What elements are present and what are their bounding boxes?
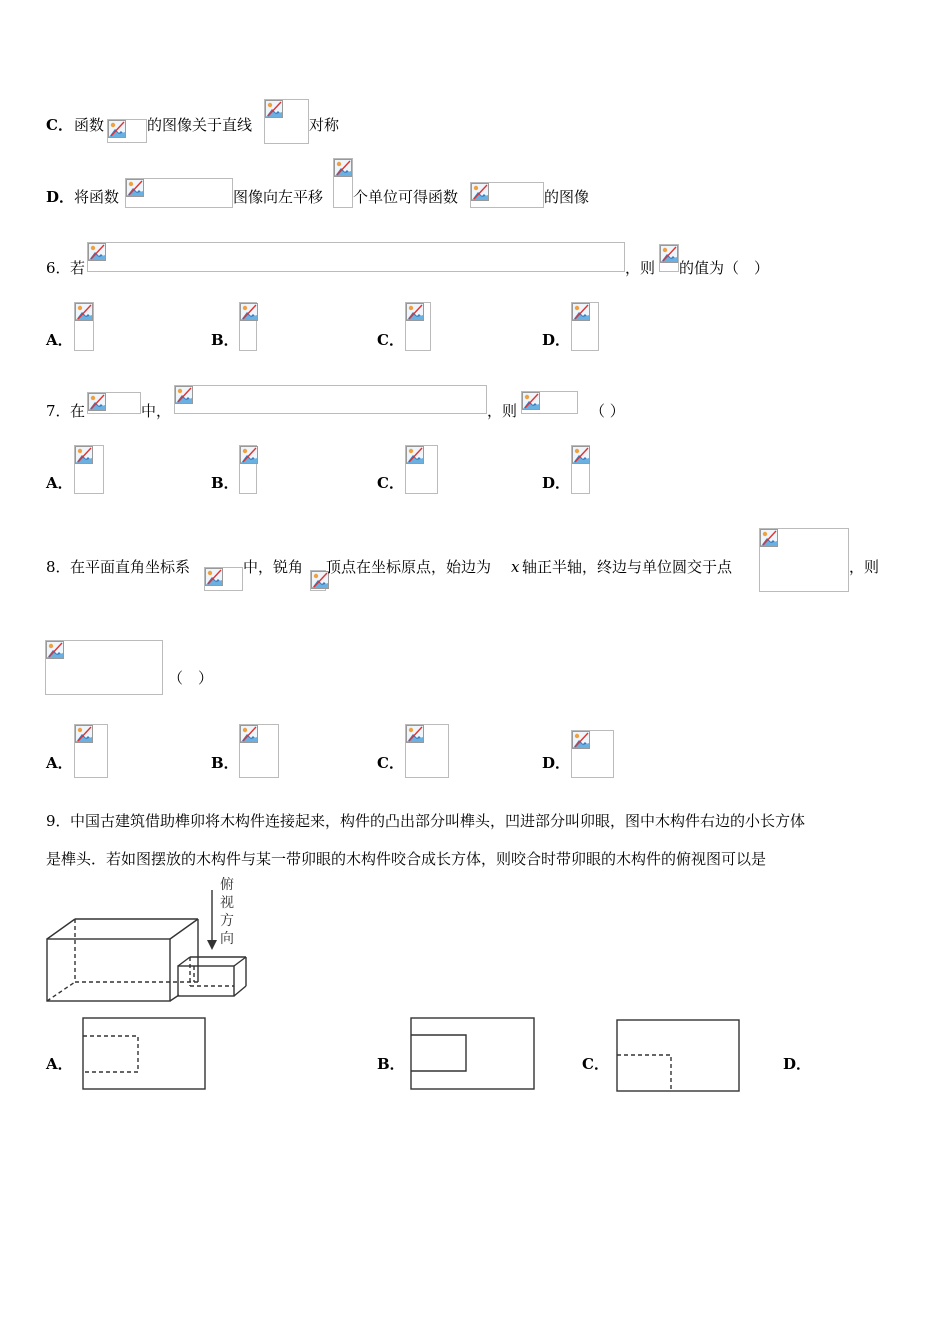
- broken-image-icon: [88, 243, 106, 261]
- question-number: 7．: [46, 402, 71, 420]
- q5c-text-2: 的图像关于直线: [147, 116, 253, 134]
- formula-image: [107, 119, 147, 143]
- question-number: 6．: [46, 259, 71, 277]
- formula-image: [87, 392, 141, 414]
- broken-image-icon: [334, 159, 352, 177]
- option-a-label: A．: [46, 754, 73, 772]
- option-d-label: D．: [542, 331, 571, 349]
- option-c-label: C．: [377, 331, 404, 349]
- option-a-label: A．: [46, 1055, 73, 1073]
- q8-text-5: ，则: [849, 558, 880, 576]
- formula-image: [659, 244, 679, 272]
- view-direction-char: 视: [220, 895, 234, 911]
- option-c-label: C．: [377, 474, 404, 492]
- option-b-label: B．: [211, 331, 239, 349]
- broken-image-icon: [240, 303, 258, 321]
- option-c-label: C．: [377, 754, 404, 772]
- formula-image: [470, 182, 544, 208]
- broken-image-icon: [240, 725, 258, 743]
- q8-text-1: 在平面直角坐标系: [70, 558, 191, 576]
- question-number: 8．: [46, 558, 71, 576]
- q8-text-4: 轴正半轴，终边与单位圆交于点: [522, 558, 733, 576]
- formula-image: [45, 640, 163, 695]
- top-view-b: [410, 1017, 536, 1091]
- option-d-label: D．: [46, 188, 75, 206]
- formula-image: [759, 528, 849, 592]
- broken-image-icon: [406, 303, 424, 321]
- q5d-text-3: 个单位可得函数: [353, 188, 459, 206]
- broken-image-icon: [471, 183, 489, 201]
- q7-text-3: ，则: [487, 402, 518, 420]
- broken-image-icon: [240, 446, 258, 464]
- broken-image-icon: [760, 529, 778, 547]
- broken-image-icon: [660, 245, 678, 263]
- formula-image: [87, 242, 625, 272]
- q5d-text-4: 的图像: [544, 188, 590, 206]
- q6-text-3: 的值为（ ）: [679, 259, 770, 277]
- formula-image: [204, 567, 243, 591]
- q9-line-2: 是榫头．若如图摆放的木构件与某一带卯眼的木构件咬合成长方体，则咬合时带卯眼的木构件的俯视图可以是: [46, 850, 767, 868]
- broken-image-icon: [572, 731, 590, 749]
- option-c-label: C．: [46, 116, 73, 134]
- formula-image: [333, 158, 353, 208]
- broken-image-icon: [572, 303, 590, 321]
- view-direction-char: 方: [220, 913, 234, 929]
- answer-paren: （ ）: [168, 669, 214, 687]
- broken-image-icon: [88, 393, 106, 411]
- formula-image: [405, 445, 438, 494]
- broken-image-icon: [75, 725, 93, 743]
- formula-image: [239, 302, 257, 351]
- broken-image-icon: [406, 446, 424, 464]
- broken-image-icon: [406, 725, 424, 743]
- broken-image-icon: [175, 386, 193, 404]
- q7-text-1: 在: [70, 402, 86, 420]
- top-view-a: [82, 1017, 207, 1091]
- q7-text-2: 中，: [141, 402, 172, 420]
- option-a-label: A．: [46, 474, 73, 492]
- formula-image: [310, 570, 326, 591]
- q5c-text-3: 对称: [309, 116, 340, 134]
- formula-image: [239, 445, 257, 494]
- view-direction-char: 俯: [220, 877, 234, 893]
- formula-image: [571, 730, 614, 778]
- q5d-text-2: 图像向左平移: [233, 188, 324, 206]
- formula-image: [405, 302, 431, 351]
- q7-text-4: （ ）: [590, 402, 625, 420]
- broken-image-icon: [75, 446, 93, 464]
- view-direction-char: 向: [220, 931, 234, 947]
- formula-image: [125, 178, 233, 208]
- q8-text-2: 中，锐角: [243, 558, 304, 576]
- formula-image: [74, 724, 108, 778]
- option-b-label: B．: [211, 754, 239, 772]
- option-c-label: C．: [582, 1055, 609, 1073]
- x-variable: x: [511, 558, 520, 576]
- broken-image-icon: [126, 179, 144, 197]
- broken-image-icon: [75, 303, 93, 321]
- q9-line-1: 中国古建筑借助榫卯将木构件连接起来，构件的凸出部分叫榫头，凹进部分叫卯眼，图中木构件右边的小长方体: [70, 812, 806, 830]
- broken-image-icon: [522, 392, 540, 410]
- formula-image: [239, 724, 279, 778]
- formula-image: [405, 724, 449, 778]
- option-b-label: B．: [211, 474, 239, 492]
- option-d-label: D．: [542, 754, 571, 772]
- formula-image: [74, 445, 104, 494]
- q8-text-3: 顶点在坐标原点，始边为: [326, 558, 492, 576]
- q6-text-2: ，则: [625, 259, 656, 277]
- formula-image: [571, 302, 599, 351]
- option-b-label: B．: [377, 1055, 405, 1073]
- question-number: 9．: [46, 812, 71, 830]
- formula-image: [174, 385, 487, 414]
- broken-image-icon: [572, 446, 590, 464]
- broken-image-icon: [205, 568, 223, 586]
- broken-image-icon: [108, 120, 126, 138]
- formula-image: [571, 445, 590, 494]
- formula-image: [264, 99, 309, 144]
- formula-image: [74, 302, 94, 351]
- option-a-label: A．: [46, 331, 73, 349]
- q5d-text-1: 将函数: [74, 188, 120, 206]
- q6-text-1: 若: [70, 259, 86, 277]
- broken-image-icon: [46, 641, 64, 659]
- broken-image-icon: [265, 100, 283, 118]
- option-d-label: D．: [542, 474, 571, 492]
- option-d-label: D．: [783, 1055, 812, 1073]
- top-view-c: [616, 1019, 741, 1093]
- formula-image: [521, 391, 578, 414]
- q5c-text-1: 函数: [74, 116, 105, 134]
